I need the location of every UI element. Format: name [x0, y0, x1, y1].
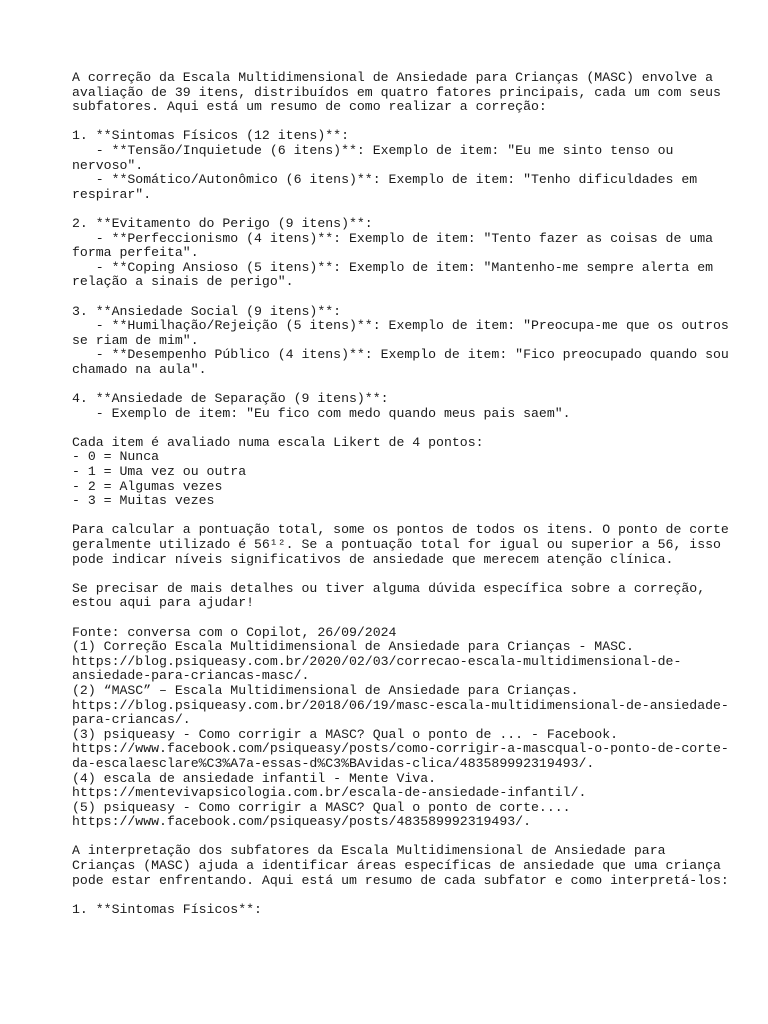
text-line: se riam de mim". — [72, 332, 199, 348]
blank-line — [72, 509, 712, 524]
document-page — [72, 70, 729, 917]
text-line: - 3 = Muitas vezes — [72, 493, 215, 509]
text-line: geralmente utilizado é 56¹². Se a pontuação total for igual ou superior a 56, isso — [72, 537, 721, 552]
text-line: Fonte: conversa com o Copilot, 26/09/2024 — [72, 624, 397, 640]
text-line: respirar". — [72, 186, 152, 202]
text-line: avaliação de 39 itens, distribuídos em quatro fatores principais, cada um com seus — [72, 84, 721, 100]
text-line: Crianças (MASC) ajuda a identificar áreas específicas de ansiedade que uma criança — [72, 858, 721, 874]
text-line: - **Desempenho Público (4 itens)**: Exemplo de item: "Fico preocupado quando sou — [72, 347, 729, 363]
blank-line — [72, 115, 712, 130]
blank-line — [72, 567, 712, 582]
text-line: (1) Correção Escala Multidimensional de Ansiedade para Crianças - MASC. — [72, 639, 634, 655]
text-line: https://www.facebook.com/psiqueasy/posts/como-corrigir-a-mascqual-o-ponto-de-corte- — [72, 741, 729, 757]
text-line: Cada item é avaliado numa escala Likert de 4 pontos: — [72, 434, 484, 450]
text-line: A correção da Escala Multidimensional de Ansiedade para Crianças (MASC) envolve a — [72, 70, 714, 85]
text-line: Para calcular a pontuação total, some os pontos de todos os itens. O ponto de corte — [72, 522, 729, 538]
text-line: pode estar enfrentando. Aqui está um resumo de cada subfator e como interpretá-los: — [72, 872, 729, 888]
blank-line — [72, 888, 712, 903]
text-line: Se precisar de mais detalhes ou tiver alguma dúvida específica sobre a correção, — [72, 580, 706, 596]
text-line: https://blog.psiqueasy.com.br/2018/06/19/masc-escala-multidimensional-de-ansiedade- — [72, 697, 729, 713]
text-line: - **Somático/Autonômico (6 itens)**: Exemplo de item: "Tenho dificuldades em — [72, 172, 698, 188]
blank-line — [72, 830, 712, 845]
text-line: - 2 = Algumas vezes — [72, 478, 223, 494]
text-line: (3) psiqueasy - Como corrigir a MASC? Qual o ponto de ... - Facebook. — [72, 726, 619, 742]
text-line: https://blog.psiqueasy.com.br/2020/02/03/correcao-escala-multidimensional-de- — [72, 653, 682, 669]
text-line: pode indicar níveis significativos de ansiedade que merecem atenção clínica. — [72, 551, 674, 567]
text-line: https://www.facebook.com/psiqueasy/posts/483589992319493/. — [72, 814, 531, 830]
text-line: da-escalaesclare%C3%A7a-essas-d%C3%BAvidas-clica/483589992319493/. — [72, 755, 595, 771]
text-line: - **Humilhação/Rejeição (5 itens)**: Exemplo de item: "Preocupa-me que os outros — [72, 318, 729, 334]
text-line: - 1 = Uma vez ou outra — [72, 464, 247, 480]
text-line: subfatores. Aqui está um resumo de como realizar a correção: — [72, 99, 547, 115]
text-line: estou aqui para ajudar! — [72, 595, 255, 611]
blank-line — [72, 202, 712, 217]
blank-line — [72, 421, 712, 436]
text-line: https://mentevivapsicologia.com.br/escala-de-ansiedade-infantil/. — [72, 785, 587, 801]
text-line: - Exemplo de item: "Eu fico com medo quando meus pais saem". — [72, 405, 571, 421]
text-line: ansiedade-para-criancas-masc/. — [72, 668, 310, 684]
text-line: 2. **Evitamento do Perigo (9 itens)**: — [72, 215, 373, 231]
text-line: 4. **Ansiedade de Separação (9 itens)**: — [72, 391, 389, 407]
text-line: (5) psiqueasy - Como corrigir a MASC? Qual o ponto de corte.... — [72, 799, 571, 815]
text-line: (2) “MASC” – Escala Multidimensional de Ansiedade para Crianças. — [72, 682, 579, 698]
text-line: chamado na aula". — [72, 361, 207, 377]
text-line: - 0 = Nunca — [72, 449, 160, 465]
text-line: nervoso". — [72, 157, 144, 173]
blank-line — [72, 611, 712, 626]
text-line: forma perfeita". — [72, 245, 199, 261]
text-line: A interpretação dos subfatores da Escala Multidimensional de Ansiedade para — [72, 843, 666, 859]
blank-line — [72, 290, 712, 305]
text-line: (4) escala de ansiedade infantil - Mente Viva. — [72, 770, 437, 786]
blank-line — [72, 377, 712, 392]
text-line: para-criancas/. — [72, 712, 191, 728]
text-line: - **Tensão/Inquietude (6 itens)**: Exemplo de item: "Eu me sinto tenso ou — [72, 142, 674, 158]
document-body — [72, 70, 729, 917]
text-line: relação a sinais de perigo". — [72, 274, 294, 290]
text-line: 1. **Sintomas Físicos (12 itens)**: — [72, 128, 349, 144]
text-line: 3. **Ansiedade Social (9 itens)**: — [72, 303, 342, 319]
text-line: 1. **Sintomas Físicos**: — [72, 901, 262, 917]
text-line: - **Perfeccionismo (4 itens)**: Exemplo de item: "Tento fazer as coisas de uma — [72, 230, 714, 246]
text-line: - **Coping Ansioso (5 itens)**: Exemplo de item: "Mantenho-me sempre alerta em — [72, 259, 714, 275]
